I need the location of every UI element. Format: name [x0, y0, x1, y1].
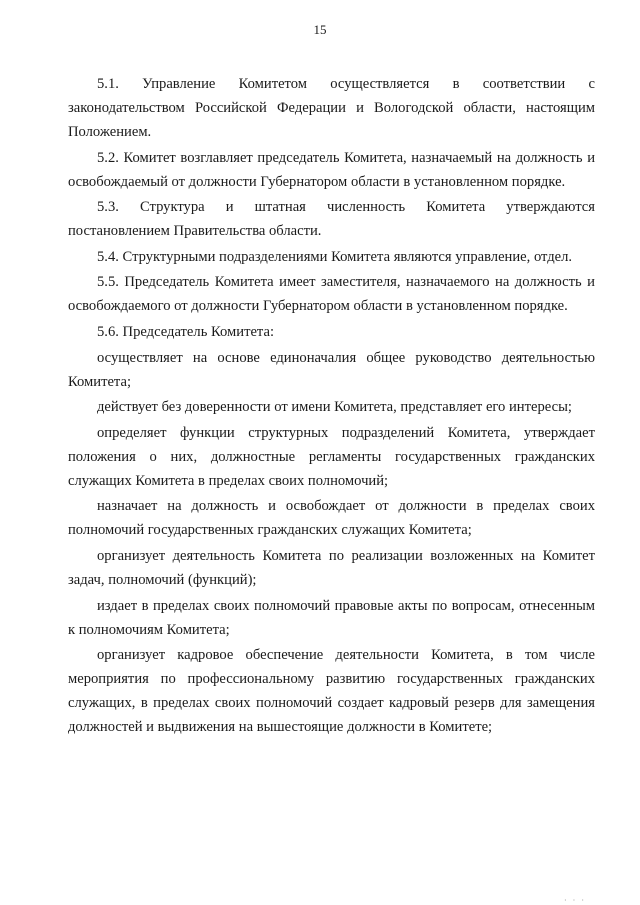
- list-item-general-management: осуществляет на основе единоначалия общее руководство деятельностью Комитета;: [68, 349, 595, 390]
- document-body: [68, 72, 595, 741]
- list-item-acts-without-power-of-attorney: действует без доверенности от имени Комитета, представляет его интересы;: [97, 399, 572, 416]
- paragraph-5-3: 5.3. Структура и штатная численность Комитета утверждаются постановлением Правительства области.: [68, 199, 595, 240]
- list-item-staffing: организует кадровое обеспечение деятельности Комитета, в том числе мероприятия по профессиональному развитию государственных гражданских служащих, в пределах своих полномочий создает кадровый резерв для замещения должностей и выдвижения на вышестоящие должности в Комитете;: [68, 647, 595, 736]
- list-item-appoints-dismisses: назначает на должность и освобождает от должности в пределах своих полномочий государственных гражданских служащих Комитета;: [68, 498, 595, 539]
- page-number: 15: [313, 22, 327, 37]
- scan-mark: · · ·: [564, 896, 586, 905]
- list-item-issues-legal-acts: издает в пределах своих полномочий правовые акты по вопросам, отнесенным к полномочиям Комитета;: [68, 597, 595, 638]
- list-item-organizes-activity: организует деятельность Комитета по реализации возложенных на Комитет задач, полномочий (функций);: [68, 547, 595, 588]
- paragraph-5-1: 5.1. Управление Комитетом осуществляется в соответствии с законодательством Российской Федерации и Вологодской области, настоящим Положением.: [68, 76, 595, 140]
- paragraph-5-2: 5.2. Комитет возглавляет председатель Комитета, назначаемый на должность и освобождаемый от должности Губернатором области в установленном порядке.: [68, 149, 595, 190]
- paragraph-5-4: 5.4. Структурными подразделениями Комитета являются управление, отдел.: [97, 248, 573, 265]
- paragraph-5-6: 5.6. Председатель Комитета:: [97, 323, 275, 340]
- list-item-defines-functions: определяет функции структурных подразделений Комитета, утверждает положения о них, должностные регламенты государственных гражданских служащих Комитета в пределах своих полномочий;: [68, 424, 595, 489]
- paragraph-5-5: 5.5. Председатель Комитета имеет заместителя, назначаемого на должность и освобождаемого от должности Губернатором области в установленном порядке.: [68, 274, 595, 315]
